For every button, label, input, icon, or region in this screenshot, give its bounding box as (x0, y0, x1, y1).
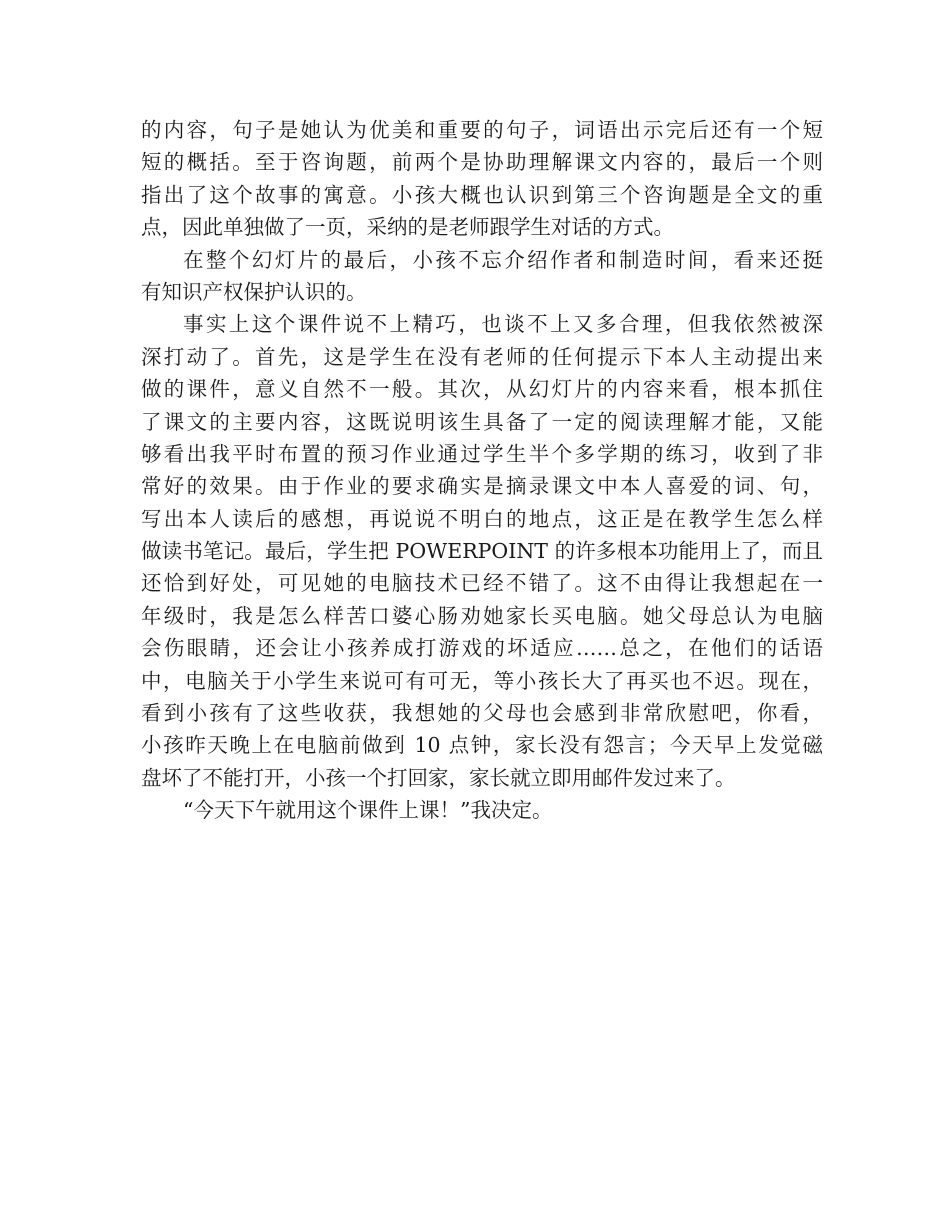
text-line: 有知识产权保护认识的。 (141, 279, 367, 304)
text-line: 在整个幻灯片的最后，小孩不忘介绍作者和制造时间，看来还挺 (183, 247, 823, 272)
text-line: 常好的效果。由于作业的要求确实是摘录课文中本人喜爱的词、句， (141, 474, 823, 499)
body-text (141, 114, 823, 827)
text-line: 盘坏了不能打开，小孩一个打回家，家长就立即用邮件发过来了。 (141, 765, 736, 790)
text-line: 点，因此单独做了一页，采纳的是老师跟学生对话的方式。 (141, 215, 674, 240)
text-line: 做读书笔记。最后，学生把 POWERPOINT 的许多根本功能用上了，而且 (141, 539, 823, 564)
text-line: 做的课件，意义自然不一般。其次，从幻灯片的内容来看，根本抓住 (141, 377, 823, 402)
text-line: 年级时，我是怎么样苦口婆心肠劝她家长买电脑。她父母总认为电脑 (141, 603, 823, 628)
text-line: 短的概括。至于咨询题，前两个是协助理解课文内容的，最后一个则 (141, 150, 823, 175)
text-line: 还恰到好处，可见她的电脑技术已经不错了。这不由得让我想起在一 (141, 571, 823, 596)
text-line: 会伤眼睛，还会让小孩养成打游戏的坏适应……总之，在他们的话语 (141, 636, 823, 661)
text-line: 指出了这个故事的寓意。小孩大概也认识到第三个咨询题是全文的重 (141, 182, 823, 207)
text-line: 了课文的主要内容，这既说明该生具备了一定的阅读理解才能，又能 (141, 409, 823, 434)
text-line: 深打动了。首先，这是学生在没有老师的任何提示下本人主动提出来 (141, 344, 823, 369)
text-line: 中，电脑关于小学生来说可有可无，等小孩长大了再买也不迟。现在， (141, 668, 823, 693)
text-line: “今天下午就用这个课件上课！”我决定。 (183, 798, 553, 823)
text-line: 看到小孩有了这些收获，我想她的父母也会感到非常欣慰吧，你看， (141, 701, 823, 726)
text-line: 小孩昨天晚上在电脑前做到 10 点钟，家长没有怨言；今天早上发觉磁 (141, 733, 823, 758)
text-line: 够看出我平时布置的预习作业通过学生半个多学期的练习，收到了非 (141, 441, 823, 466)
text-line: 事实上这个课件说不上精巧，也谈不上又多合理，但我依然被深 (183, 312, 823, 337)
text-line: 的内容，句子是她认为优美和重要的句子，词语出示完后还有一个短 (141, 118, 823, 142)
text-line: 写出本人读后的感想，再说说不明白的地点，这正是在教学生怎么样 (141, 506, 823, 531)
